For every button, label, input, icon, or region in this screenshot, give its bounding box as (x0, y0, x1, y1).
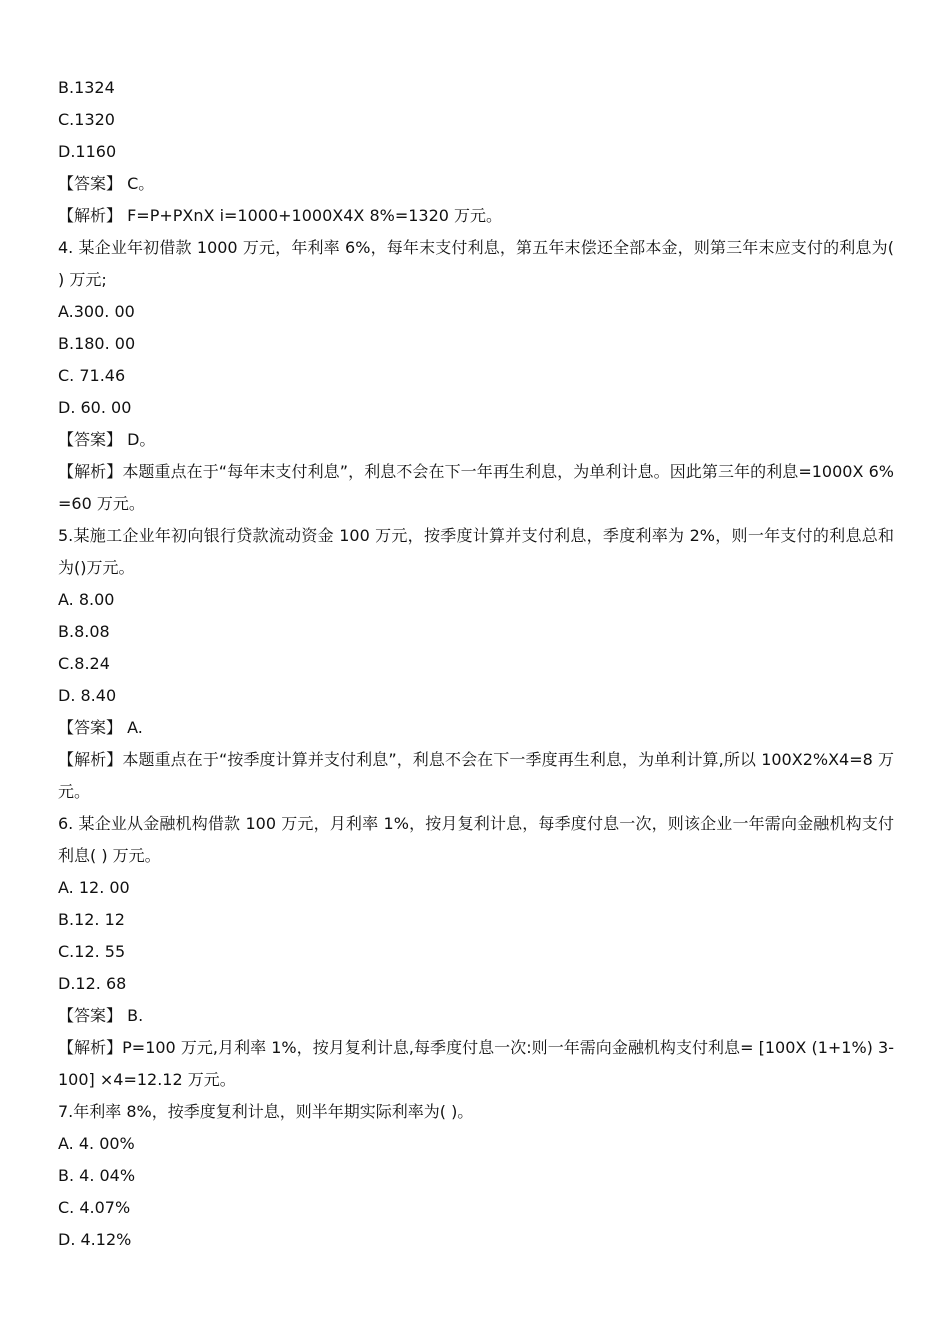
q7-stem: 7.年利率 8%，按季度复利计息，则半年期实际利率为( )。 (58, 1102, 474, 1121)
q7-option-c: C. 4.07% (58, 1198, 131, 1217)
q4-stem: 4. 某企业年初借款 1000 万元，年利率 6%，每年末支付利息，第五年末偿还全部本金，则第三年末应支付的利息为( ) 万元; (58, 238, 894, 289)
q6-stem: 6. 某企业从金融机构借款 100 万元，月利率 1%，按月复利计息，每季度付息一次，则该企业一年需向金融机构支付利息( ) 万元。 (58, 814, 894, 865)
analysis-tag: 【解析】 (58, 206, 123, 225)
answer-tag: 【答案】 (58, 174, 123, 193)
analysis-text: 本题重点在于“按季度计算并支付利息”，利息不会在下一季度再生利息，为单利计算,所以 100X2%X4=8 万元。 (58, 750, 894, 801)
q5-option-b: B.8.08 (58, 622, 110, 641)
q6-option-a: A. 12. 00 (58, 878, 130, 897)
q7-option-d: D. 4.12% (58, 1230, 132, 1249)
q4-option-b: B.180. 00 (58, 334, 136, 353)
q4-analysis (58, 456, 894, 520)
q5-answer (58, 712, 894, 744)
q3-answer (58, 168, 894, 200)
analysis-tag: 【解析】 (58, 750, 123, 769)
q5-option-a: A. 8.00 (58, 590, 115, 609)
document-page (58, 72, 894, 1256)
q5-stem: 5.某施工企业年初向银行贷款流动资金 100 万元，按季度计算并支付利息，季度利率为 2%，则一年支付的利息总和为()万元。 (58, 526, 894, 577)
q3-option-d: D.1160 (58, 142, 117, 161)
answer-value: A. (122, 718, 143, 737)
q4-option-a: A.300. 00 (58, 302, 135, 321)
q6-analysis (58, 1032, 894, 1096)
q7-option-b: B. 4. 04% (58, 1166, 136, 1185)
analysis-tag: 【解析】 (58, 1038, 123, 1057)
q5-option-c: C.8.24 (58, 654, 110, 673)
analysis-text: P=100 万元,月利率 1%，按月复利计息,每季度付息一次:则一年需向金融机构支付利息= [100X (1+1%) 3-100] ×4=12.12 万元。 (58, 1038, 894, 1089)
q6-answer (58, 1000, 894, 1032)
answer-value: B. (122, 1006, 144, 1025)
analysis-text: 本题重点在于“每年末支付利息”，利息不会在下一年再生利息，为单利计息。因此第三年的利息=1000X 6%=60 万元。 (58, 462, 894, 513)
q6-option-d: D.12. 68 (58, 974, 127, 993)
q3-option-b: B.1324 (58, 78, 115, 97)
q7-option-a: A. 4. 00% (58, 1134, 135, 1153)
q3-option-c: C.1320 (58, 110, 115, 129)
analysis-text: F=P+PXnX i=1000+1000X4X 8%=1320 万元。 (122, 206, 503, 225)
q3-analysis (58, 200, 894, 232)
q4-option-c: C. 71.46 (58, 366, 126, 385)
answer-tag: 【答案】 (58, 718, 123, 737)
analysis-tag: 【解析】 (58, 462, 123, 481)
answer-value: C。 (122, 174, 155, 193)
answer-value: D。 (122, 430, 156, 449)
answer-tag: 【答案】 (58, 1006, 123, 1025)
answer-tag: 【答案】 (58, 430, 123, 449)
q6-option-c: C.12. 55 (58, 942, 126, 961)
q5-analysis (58, 744, 894, 808)
q6-option-b: B.12. 12 (58, 910, 125, 929)
q5-option-d: D. 8.40 (58, 686, 117, 705)
q4-answer (58, 424, 894, 456)
q4-option-d: D. 60. 00 (58, 398, 132, 417)
